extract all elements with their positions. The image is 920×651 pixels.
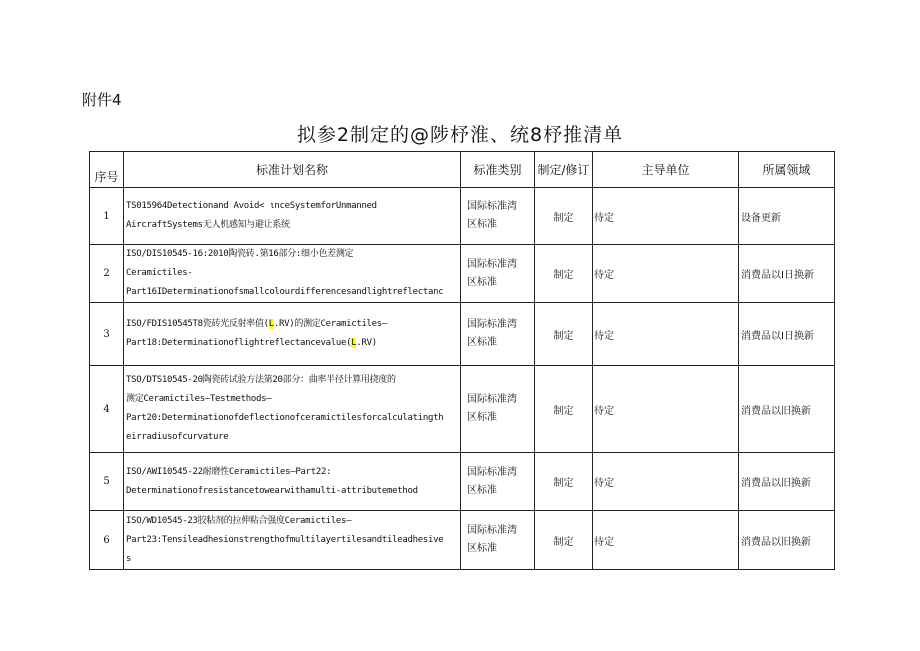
category-line: 区标准 <box>467 276 497 288</box>
row-category <box>461 303 535 366</box>
row-domain: 设备更新 <box>739 188 835 245</box>
row-seq: 6 <box>90 511 124 570</box>
category-line: 国际标准湾 <box>467 394 517 405</box>
row-domain: 消费品以旧换新 <box>739 511 835 570</box>
header-name: 标准计划名称 <box>124 152 461 188</box>
row-standard-name <box>124 366 461 453</box>
standard-name-line: Part23:Tensileadhesionstrengthofmultilayertilesandtileadhesive <box>126 534 444 545</box>
row-action: 制定 <box>535 511 593 570</box>
name-text: Part18:Determinationoflightreflectancevalue( <box>126 338 352 348</box>
row-standard-name <box>124 188 461 245</box>
row-standard-name <box>124 453 461 511</box>
category-line: 区标准 <box>467 337 497 348</box>
row-category <box>461 511 535 570</box>
row-category <box>461 453 535 511</box>
highlighted-text: L <box>351 338 357 348</box>
standard-name-line <box>126 315 459 334</box>
standard-name-line: Determinationofresistancetowearwithamulti-attributemethod <box>126 485 418 496</box>
name-text: ISO/FDIS10545T8瓷砖光反射率值( <box>126 319 269 329</box>
category-line: 区标准 <box>467 543 497 554</box>
row-lead-unit: 待定 <box>593 366 739 453</box>
standard-name-line: ISO/WD10545-23胶粘剂的拉伸粘合强度Ceramictiles— <box>126 515 352 526</box>
row-domain: 消费品以I日换新 <box>739 303 835 366</box>
name-text: .RV) <box>356 338 377 348</box>
category-line: 区标准 <box>467 412 497 423</box>
row-seq: 4 <box>90 366 124 453</box>
table-row <box>90 303 835 366</box>
attachment-label: 附件4 <box>82 91 122 109</box>
document-title: 拟参2制定的@陟杼淮、统8杼推清单 <box>296 124 624 146</box>
standard-name-line: Part16IDeterminationofsmallcolourdifferencesandlightreflectanc <box>126 287 444 297</box>
row-domain: 消费品以I日换新 <box>739 245 835 303</box>
row-standard-name <box>124 511 461 570</box>
table-row <box>90 245 835 303</box>
row-lead-unit: 待定 <box>593 511 739 570</box>
header-action: 制定/修订 <box>535 152 593 188</box>
standard-name-line: AircraftSystems无人机感知与避让系统 <box>126 220 290 230</box>
category-line: 区标准 <box>467 484 497 496</box>
standard-name-line: TSO/DTS10545-20陶瓷砖试验方法第20部分：曲率半径计算用挠度的 <box>126 375 396 385</box>
category-line: 国际标准湾 <box>467 319 517 330</box>
category-line: 区标准 <box>467 219 497 230</box>
standard-name-line: Ceramictiles- <box>126 268 193 278</box>
row-lead-unit: 待定 <box>593 303 739 366</box>
row-seq: 3 <box>90 303 124 366</box>
row-lead-unit: 待定 <box>593 453 739 511</box>
category-line: 国际标准湾 <box>467 466 517 478</box>
standard-name-line: TS015964Detectionand Avoid< ιnceSystemforUnmanned <box>126 201 377 211</box>
table-row <box>90 453 835 511</box>
row-seq: 1 <box>90 188 124 245</box>
row-lead-unit: 待定 <box>593 245 739 303</box>
row-seq: 5 <box>90 453 124 511</box>
header-lead-unit: 主导单位 <box>593 152 739 188</box>
row-lead-unit: 待定 <box>593 188 739 245</box>
standard-name-line: eirradiusofcurvature <box>126 432 229 442</box>
standard-name-line <box>126 334 459 353</box>
standard-name-line: s <box>126 553 132 564</box>
row-category <box>461 188 535 245</box>
row-seq: 2 <box>90 245 124 303</box>
table-row <box>90 366 835 453</box>
category-line: 国际标准湾 <box>467 201 517 212</box>
category-line: 国际标准湾 <box>467 258 517 270</box>
row-action: 制定 <box>535 245 593 303</box>
header-seq: 序号 <box>90 152 124 188</box>
row-action: 制定 <box>535 188 593 245</box>
standards-table <box>89 151 835 570</box>
header-category: 标准类别 <box>461 152 535 188</box>
header-domain: 所属领域 <box>739 152 835 188</box>
standard-name-line: ISO/AWI10545-22耐磨性Ceramictiles—Part22: <box>126 466 332 477</box>
category-line: 国际标准湾 <box>467 525 517 536</box>
row-domain: 消费品以旧换新 <box>739 453 835 511</box>
row-action: 制定 <box>535 303 593 366</box>
row-standard-name <box>124 245 461 303</box>
table-header-row <box>90 152 835 188</box>
row-category <box>461 245 535 303</box>
row-action: 制定 <box>535 453 593 511</box>
highlighted-text: L <box>268 319 274 329</box>
row-domain: 消费品以旧换新 <box>739 366 835 453</box>
standard-name-line: Part20:Determinationofdeflectionofceramictilesforcalculatingth <box>126 413 444 423</box>
name-text: .RV)的测定Ceramictiles— <box>273 319 388 329</box>
standard-name-line: ISO/DIS10545-16:2010陶瓷砖.第16部分:细小色差测定 <box>126 249 354 259</box>
row-category <box>461 366 535 453</box>
row-action: 制定 <box>535 366 593 453</box>
row-standard-name <box>124 303 461 366</box>
table-row <box>90 511 835 570</box>
table-row <box>90 188 835 245</box>
standard-name-line: 测定Ceramictiles—Testmethods— <box>126 394 272 404</box>
